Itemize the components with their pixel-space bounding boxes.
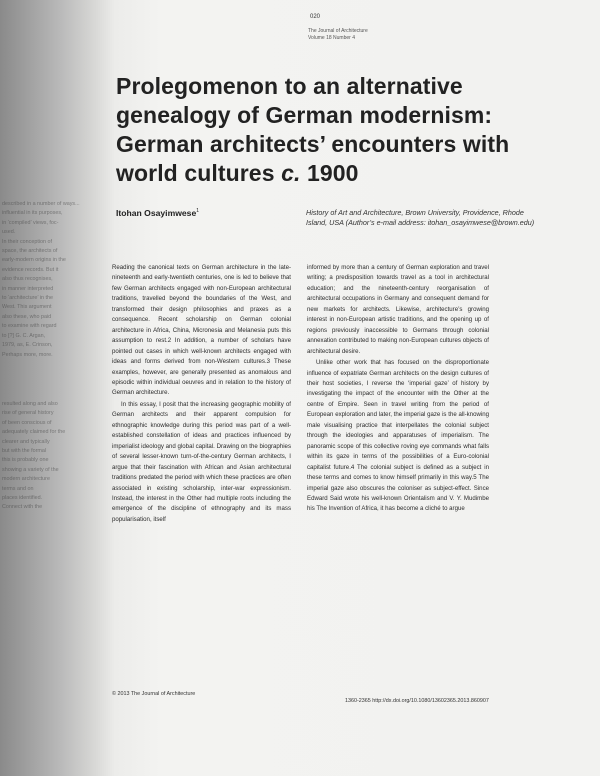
author-footnote-mark: 1 [196, 208, 200, 215]
title-year: 1900 [300, 160, 359, 186]
title-circa: c. [281, 160, 301, 186]
paragraph: Reading the canonical texts on German architecture in the late-nineteenth and early-twentieth centuries, one is led to believe that few German architects engaged with non-European architectural traditions, travelled beyond the boundaries of the West, and transformed their design philosophies and praxes as a consequence. Recent scholarship on German colonial architecture in Africa, China, Micronesia and Melanesia puts this assumption to rest.2 In addition, a number of scholars have pointed out cases in which well-known architects engaged with ideas and forms derived from non-Western cultures.3 These examples, however, are generally presented as anomalous and episodic within individual oeuvres and in relation to the history of German architecture. [112, 264, 291, 397]
paragraph: informed by more than a century of German exploration and travel writing; a predisposition towards travel as a tool in architectural education; and the nineteenth-century reorganisation of architectural occupations in Germany and consequent demand for new markets for architects. Likewise, architecture’s growing interest in non-European artistic traditions, and the opening up of regions previously inaccessible to Germans through colonial annexation contributed to making non-European cultures objects of architectural desire. [307, 264, 489, 355]
title-main: Prolegomenon to an alternative genealogy of German modernism: German architects’ encounters with world cultures [116, 73, 510, 186]
doi-footer: 1360-2365 http://dx.doi.org/10.1080/13602365.2013.860907 [345, 698, 489, 704]
paragraph: Unlike other work that has focused on the disproportionate influence of expatriate German architects on the design cultures of their host societies, I reverse the ‘imperial gaze’ of history by investigating the impact of the encounter with the Other at the centre of Empire. Seen in travel writing from the period of European exploration and later, the imperial gaze is the all-knowing male visualising practice that interpellates the colonial subject through the ideologies and apparatuses of imperialism. The panoramic scope of this collective roving eye commands what falls within its gaze in terms of the possibilities of a Euro-colonial capitalist future.4 The colonial subject is defined as a subject in these terms and comes to know himself primarily in this way.5 The imperial gaze also obscures the coloniser as subject-effect. Since Edward Said wrote his well-known Orientalism and V. Y. Mudimbe his The Invention of Africa, it has become a cliché to argue [307, 359, 489, 513]
copyright-footer: © 2013 The Journal of Architecture [112, 691, 196, 697]
author-affiliation: History of Art and Architecture, Brown University, Providence, Rhode Island, USA (Author’s e-mail address: itohan_osayimwese@brown.edu) [306, 208, 535, 228]
facing-page-text-bottom: resulted along and also rise of general history of been conscious of adequately claimed for the clearer and typically but with the formal this is probably one showing a variety of the modern architecture terms and on places identified. Connect with the [2, 401, 66, 511]
running-head: The Journal of Architecture Volume 18 Number 4 [308, 28, 368, 41]
body-column-left [112, 263, 291, 525]
author-text: Itohan Osayimwese [116, 208, 197, 218]
body-column-right [307, 263, 489, 515]
author-name [116, 208, 199, 218]
article-title [116, 72, 536, 188]
facing-page-text-top: described in a number of ways... influential in its purposes, in ‘compiled’ views, foc- used. In their conception of space, the architects of early-modern origins in the evidence records. But it also thus recognises, in manner interpreted to ‘architecture’ in the West. This argument also these, who paid to examine with regard to [?] G. C. Argan, 1979, as, E. Crinson, Perhaps more, more. [2, 201, 80, 358]
paragraph: In this essay, I posit that the increasing geographic mobility of German architects and their apparent compulsion for ethnographic knowledge during this period was part of a well-established constellation of ideas and practices influenced by imperialist ideology and global capital. Drawing on the biographies of several lesser-known turn-of-the-century German architects, I argue that their fascination with African and Asian architectural traditions predated the period with which these practices are often associated in existing scholarship, inter-war expressionism. Instead, the interest in the Other had multiple roots including the emergence of the discipline of ethnography and its mass popularisation, itself [112, 400, 291, 523]
page-number: 020 [310, 14, 321, 20]
